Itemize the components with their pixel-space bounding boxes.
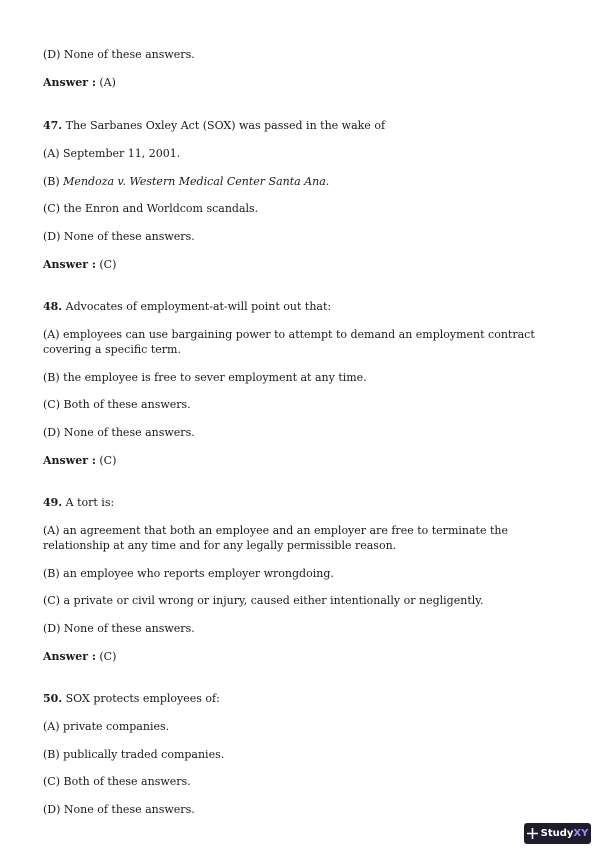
q50-option-d: (D) None of these answers. bbox=[43, 803, 195, 816]
brand-name-xy: XY bbox=[573, 828, 589, 839]
question-49 bbox=[43, 495, 573, 510]
question-text: A tort is: bbox=[65, 496, 115, 509]
q48-answer bbox=[43, 453, 573, 468]
plus-icon bbox=[527, 828, 538, 839]
q47-answer bbox=[43, 257, 573, 272]
q49-option-a: (A) an agreement that both an employee and an employer are free to terminate the relationship at any time and for any legally permissible reason. bbox=[43, 524, 508, 552]
answer-value: (C) bbox=[99, 454, 117, 467]
brand-name bbox=[541, 828, 589, 839]
q49-option-c: (C) a private or civil wrong or injury, caused either intentionally or negligently. bbox=[43, 594, 484, 607]
q50-option-c: (C) Both of these answers. bbox=[43, 775, 191, 788]
q48-option-a: (A) employees can use bargaining power to attempt to demand an employment contract covering a specific term. bbox=[43, 328, 535, 356]
answer-value: (C) bbox=[99, 650, 117, 663]
q49-answer bbox=[43, 649, 573, 664]
q48-option-b: (B) the employee is free to sever employment at any time. bbox=[43, 371, 367, 384]
q47-option-b bbox=[43, 174, 573, 189]
answer-label: Answer : bbox=[43, 650, 96, 663]
answer-label: Answer : bbox=[43, 258, 96, 271]
q48-option-c: (C) Both of these answers. bbox=[43, 398, 191, 411]
q47-option-c: (C) the Enron and Worldcom scandals. bbox=[43, 202, 259, 215]
question-number: 50. bbox=[43, 692, 63, 705]
question-number: 49. bbox=[43, 496, 63, 509]
studyxy-logo-badge[interactable] bbox=[524, 823, 591, 844]
option-prefix: (B) bbox=[43, 175, 64, 188]
q49-option-d: (D) None of these answers. bbox=[43, 622, 195, 635]
question-number: 47. bbox=[43, 119, 63, 132]
question-text: Advocates of employment-at-will point out that: bbox=[65, 300, 332, 313]
q48-option-d: (D) None of these answers. bbox=[43, 426, 195, 439]
brand-name-study: Study bbox=[540, 828, 574, 839]
answer-label: Answer : bbox=[43, 76, 96, 89]
question-47 bbox=[43, 118, 573, 133]
question-text: SOX protects employees of: bbox=[65, 692, 220, 705]
option-b-case-name: Mendoza v. Western Medical Center Santa Ana. bbox=[63, 175, 330, 188]
answer-value: (C) bbox=[99, 258, 117, 271]
q50-option-a: (A) private companies. bbox=[43, 720, 170, 733]
q47-option-d: (D) None of these answers. bbox=[43, 230, 195, 243]
q49-option-b: (B) an employee who reports employer wrongdoing. bbox=[43, 567, 334, 580]
option-d-previous: (D) None of these answers. bbox=[43, 48, 195, 61]
answer-previous bbox=[43, 75, 573, 90]
q47-option-a: (A) September 11, 2001. bbox=[43, 147, 181, 160]
question-text: The Sarbanes Oxley Act (SOX) was passed in the wake of bbox=[65, 119, 386, 132]
answer-value: (A) bbox=[99, 76, 116, 89]
question-number: 48. bbox=[43, 300, 63, 313]
question-48 bbox=[43, 299, 573, 314]
question-50 bbox=[43, 691, 573, 706]
q50-option-b: (B) publically traded companies. bbox=[43, 748, 225, 761]
answer-label: Answer : bbox=[43, 454, 96, 467]
